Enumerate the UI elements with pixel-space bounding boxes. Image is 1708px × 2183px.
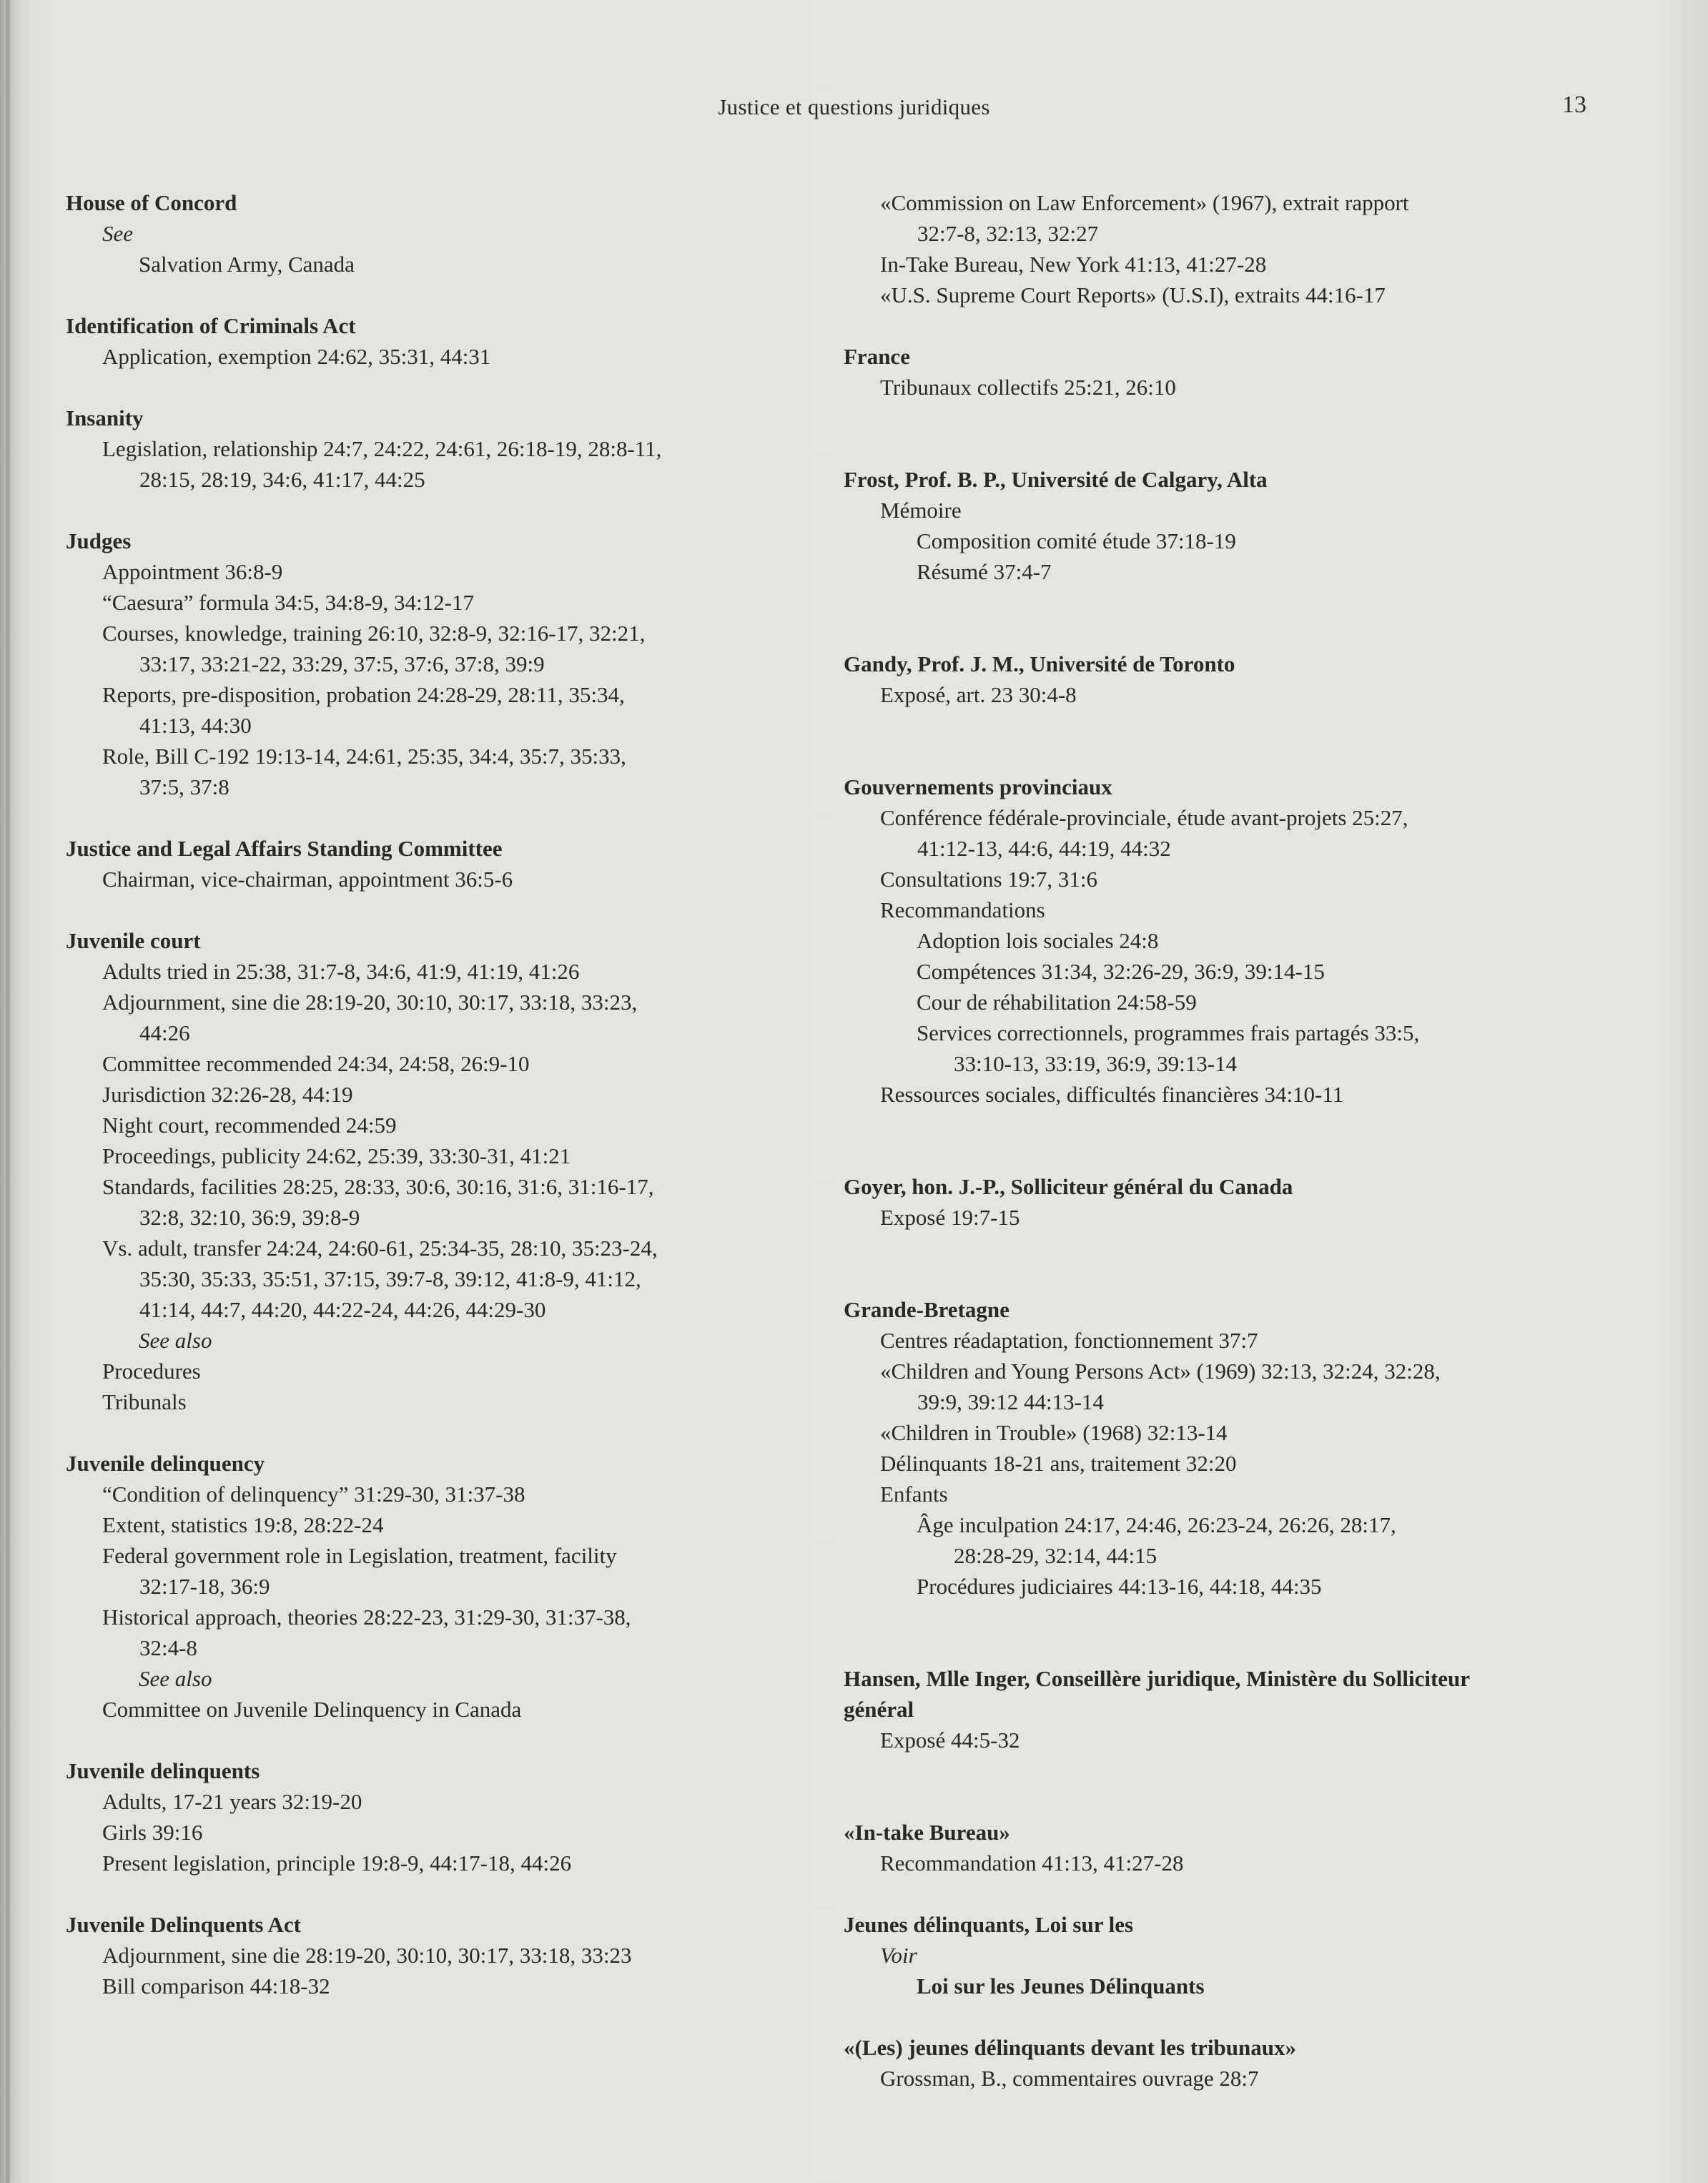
index-entry bbox=[66, 526, 824, 802]
index-entry bbox=[844, 1294, 1601, 1602]
index-heading: Gouvernements provinciaux bbox=[844, 774, 1112, 799]
subentry: «Commission on Law Enforcement» (1967), extrait rapport bbox=[880, 190, 1409, 215]
subentry: Composition comité étude 37:18-19 bbox=[917, 528, 1236, 553]
subentry: Exposé 44:5-32 bbox=[880, 1728, 1020, 1753]
subentry: Committee recommended 24:34, 24:58, 26:9-10 bbox=[102, 1051, 530, 1076]
subentry: Application, exemption 24:62, 35:31, 44:31 bbox=[102, 344, 491, 369]
subentry: Adoption lois sociales 24:8 bbox=[917, 928, 1159, 953]
running-header: Justice et questions juridiques bbox=[718, 94, 990, 119]
subentry-continuation: 41:13, 44:30 bbox=[139, 713, 252, 738]
subentry-continuation: 33:17, 33:21-22, 33:29, 37:5, 37:6, 37:8, 39:9 bbox=[139, 651, 545, 676]
subentry: Compétences 31:34, 32:26-29, 36:9, 39:14-15 bbox=[917, 959, 1325, 984]
index-entry bbox=[844, 1663, 1601, 1755]
index-entry bbox=[844, 772, 1601, 1110]
subentry: In-Take Bureau, New York 41:13, 41:27-28 bbox=[880, 252, 1267, 277]
index-heading: Goyer, hon. J.-P., Solliciteur général du Canada bbox=[844, 1174, 1293, 1199]
subentry: Tribunaux collectifs 25:21, 26:10 bbox=[880, 375, 1176, 400]
index-entry bbox=[66, 1755, 824, 1878]
subentry: Adults, 17-21 years 32:19-20 bbox=[102, 1789, 362, 1814]
index-entry bbox=[66, 403, 824, 495]
subentry: Recommandations bbox=[880, 897, 1045, 922]
index-entry bbox=[844, 464, 1601, 587]
subentry: Girls 39:16 bbox=[102, 1820, 203, 1845]
subentry: Historical approach, theories 28:22-23, 31:29-30, 31:37-38, bbox=[102, 1605, 631, 1630]
index-entry bbox=[844, 2032, 1601, 2094]
left-index-column bbox=[66, 187, 824, 2032]
subentry-continuation: 41:12-13, 44:6, 44:19, 44:32 bbox=[917, 836, 1171, 861]
subentry-continuation: 44:26 bbox=[139, 1020, 190, 1045]
subentry-continuation: 32:4-8 bbox=[139, 1635, 197, 1660]
index-entry bbox=[844, 341, 1601, 403]
subentry: Adults tried in 25:38, 31:7-8, 34:6, 41:9, 41:19, 41:26 bbox=[102, 959, 580, 984]
subentry: Present legislation, principle 19:8-9, 44:17-18, 44:26 bbox=[102, 1851, 572, 1876]
cross-reference-target: Loi sur les Jeunes Délinquants bbox=[917, 1973, 1205, 1999]
subentry: «Children in Trouble» (1968) 32:13-14 bbox=[880, 1420, 1228, 1445]
subentry: Services correctionnels, programmes frais partagés 33:5, bbox=[917, 1020, 1420, 1045]
cross-reference: Voir bbox=[880, 1943, 917, 1968]
subentry-continuation: 35:30, 35:33, 35:51, 37:15, 39:7-8, 39:12, 41:8-9, 41:12, bbox=[139, 1266, 641, 1291]
subentry: Procedures bbox=[102, 1359, 201, 1384]
right-index-column bbox=[844, 187, 1601, 2124]
index-entry bbox=[66, 187, 824, 280]
subentry: Federal government role in Legislation, treatment, facility bbox=[102, 1543, 617, 1568]
cross-reference: See also bbox=[139, 1328, 212, 1353]
subentry: Recommandation 41:13, 41:27-28 bbox=[880, 1851, 1184, 1876]
subentry: «U.S. Supreme Court Reports» (U.S.I), extraits 44:16-17 bbox=[880, 282, 1386, 307]
index-entry bbox=[844, 649, 1601, 710]
subentry: Délinquants 18-21 ans, traitement 32:20 bbox=[880, 1451, 1237, 1476]
subentry: Adjournment, sine die 28:19-20, 30:10, 30:17, 33:18, 33:23 bbox=[102, 1943, 632, 1968]
subentry: Procédures judiciaires 44:13-16, 44:18, 44:35 bbox=[917, 1574, 1322, 1599]
subentry-continuation: 32:8, 32:10, 36:9, 39:8-9 bbox=[139, 1205, 360, 1230]
subentry: Courses, knowledge, training 26:10, 32:8-9, 32:16-17, 32:21, bbox=[102, 621, 646, 646]
subentry: Reports, pre-disposition, probation 24:28-29, 28:11, 35:34, bbox=[102, 682, 625, 707]
index-entry bbox=[66, 1909, 824, 2001]
cross-reference: See bbox=[102, 221, 134, 246]
subentry: Consultations 19:7, 31:6 bbox=[880, 867, 1097, 892]
index-heading: Juvenile delinquents bbox=[66, 1758, 260, 1783]
subentry: Grossman, B., commentaires ouvrage 28:7 bbox=[880, 2066, 1259, 2091]
index-heading: Frost, Prof. B. P., Université de Calgary, Alta bbox=[844, 467, 1268, 492]
index-entry bbox=[66, 1448, 824, 1725]
subentry: Night court, recommended 24:59 bbox=[102, 1113, 397, 1138]
index-entry bbox=[844, 1817, 1601, 1878]
subentry: Proceedings, publicity 24:62, 25:39, 33:30-31, 41:21 bbox=[102, 1143, 571, 1168]
index-entry bbox=[66, 925, 824, 1417]
subentry: «Children and Young Persons Act» (1969) 32:13, 32:24, 32:28, bbox=[880, 1359, 1441, 1384]
index-heading: House of Concord bbox=[66, 190, 237, 215]
subentry: Tribunals bbox=[102, 1389, 187, 1414]
subentry: Chairman, vice-chairman, appointment 36:5-6 bbox=[102, 867, 513, 892]
subentry: Role, Bill C-192 19:13-14, 24:61, 25:35, 34:4, 35:7, 35:33, bbox=[102, 744, 626, 769]
index-heading: Grande-Bretagne bbox=[844, 1297, 1010, 1322]
subentry: Cour de réhabilitation 24:58-59 bbox=[917, 990, 1197, 1015]
subentry: Vs. adult, transfer 24:24, 24:60-61, 25:34-35, 28:10, 35:23-24, bbox=[102, 1236, 658, 1261]
index-heading: «In-take Bureau» bbox=[844, 1820, 1010, 1845]
page-binding-edge bbox=[6, 0, 10, 2183]
index-entry bbox=[844, 187, 1601, 310]
subentry: Jurisdiction 32:26-28, 44:19 bbox=[102, 1082, 353, 1107]
subentry-continuation: 37:5, 37:8 bbox=[139, 774, 229, 799]
index-entry bbox=[66, 310, 824, 372]
subentry: Conférence fédérale-provinciale, étude avant-projets 25:27, bbox=[880, 805, 1408, 830]
subentry: Enfants bbox=[880, 1482, 948, 1507]
subentry: Salvation Army, Canada bbox=[139, 252, 355, 277]
subentry: Standards, facilities 28:25, 28:33, 30:6, 30:16, 31:6, 31:16-17, bbox=[102, 1174, 654, 1199]
index-heading: «(Les) jeunes délinquants devant les tribunaux» bbox=[844, 2035, 1297, 2060]
cross-reference: See also bbox=[139, 1666, 212, 1691]
index-heading: Insanity bbox=[66, 405, 144, 430]
subentry: “Caesura” formula 34:5, 34:8-9, 34:12-17 bbox=[102, 590, 474, 615]
subentry-continuation: 39:9, 39:12 44:13-14 bbox=[917, 1389, 1104, 1414]
index-heading: Gandy, Prof. J. M., Université de Toronto bbox=[844, 651, 1235, 676]
subentry: Centres réadaptation, fonctionnement 37:7 bbox=[880, 1328, 1258, 1353]
index-heading: France bbox=[844, 344, 910, 369]
index-entry bbox=[844, 1171, 1601, 1233]
index-heading-continued: général bbox=[844, 1697, 914, 1722]
subentry: Bill comparison 44:18-32 bbox=[102, 1973, 330, 1999]
subentry: Exposé, art. 23 30:4-8 bbox=[880, 682, 1077, 707]
subentry: Mémoire bbox=[880, 498, 962, 523]
subentry: “Condition of delinquency” 31:29-30, 31:37-38 bbox=[102, 1482, 525, 1507]
subentry: Extent, statistics 19:8, 28:22-24 bbox=[102, 1512, 384, 1537]
subentry: Résumé 37:4-7 bbox=[917, 559, 1052, 584]
index-heading: Hansen, Mlle Inger, Conseillère juridique, Ministère du Solliciteur bbox=[844, 1666, 1471, 1691]
subentry-continuation: 28:15, 28:19, 34:6, 41:17, 44:25 bbox=[139, 467, 425, 492]
index-entry bbox=[844, 1909, 1601, 2001]
index-heading: Jeunes délinquants, Loi sur les bbox=[844, 1912, 1134, 1937]
index-entry bbox=[66, 833, 824, 895]
index-heading: Identification of Criminals Act bbox=[66, 313, 356, 338]
index-heading: Juvenile court bbox=[66, 928, 201, 953]
subentry: Adjournment, sine die 28:19-20, 30:10, 30:17, 33:18, 33:23, bbox=[102, 990, 638, 1015]
page-number: 13 bbox=[1562, 92, 1586, 118]
subentry: Appointment 36:8-9 bbox=[102, 559, 283, 584]
subentry: Legislation, relationship 24:7, 24:22, 24:61, 26:18-19, 28:8-11, bbox=[102, 436, 662, 461]
subentry-continuation: 41:14, 44:7, 44:20, 44:22-24, 44:26, 44:29-30 bbox=[139, 1297, 546, 1322]
subentry-continuation: 32:7-8, 32:13, 32:27 bbox=[917, 221, 1099, 246]
index-heading: Juvenile Delinquents Act bbox=[66, 1912, 301, 1937]
subentry: Committee on Juvenile Delinquency in Canada bbox=[102, 1697, 522, 1722]
index-heading: Justice and Legal Affairs Standing Committee bbox=[66, 836, 503, 861]
index-heading: Judges bbox=[66, 528, 132, 553]
subentry: Exposé 19:7-15 bbox=[880, 1205, 1020, 1230]
subentry: Âge inculpation 24:17, 24:46, 26:23-24, 26:26, 28:17, bbox=[917, 1512, 1396, 1537]
index-heading: Juvenile delinquency bbox=[66, 1451, 265, 1476]
subentry: Ressources sociales, difficultés financières 34:10-11 bbox=[880, 1082, 1344, 1107]
subentry-continuation: 33:10-13, 33:19, 36:9, 39:13-14 bbox=[954, 1051, 1238, 1076]
subentry-continuation: 28:28-29, 32:14, 44:15 bbox=[954, 1543, 1157, 1568]
subentry-continuation: 32:17-18, 36:9 bbox=[139, 1574, 270, 1599]
